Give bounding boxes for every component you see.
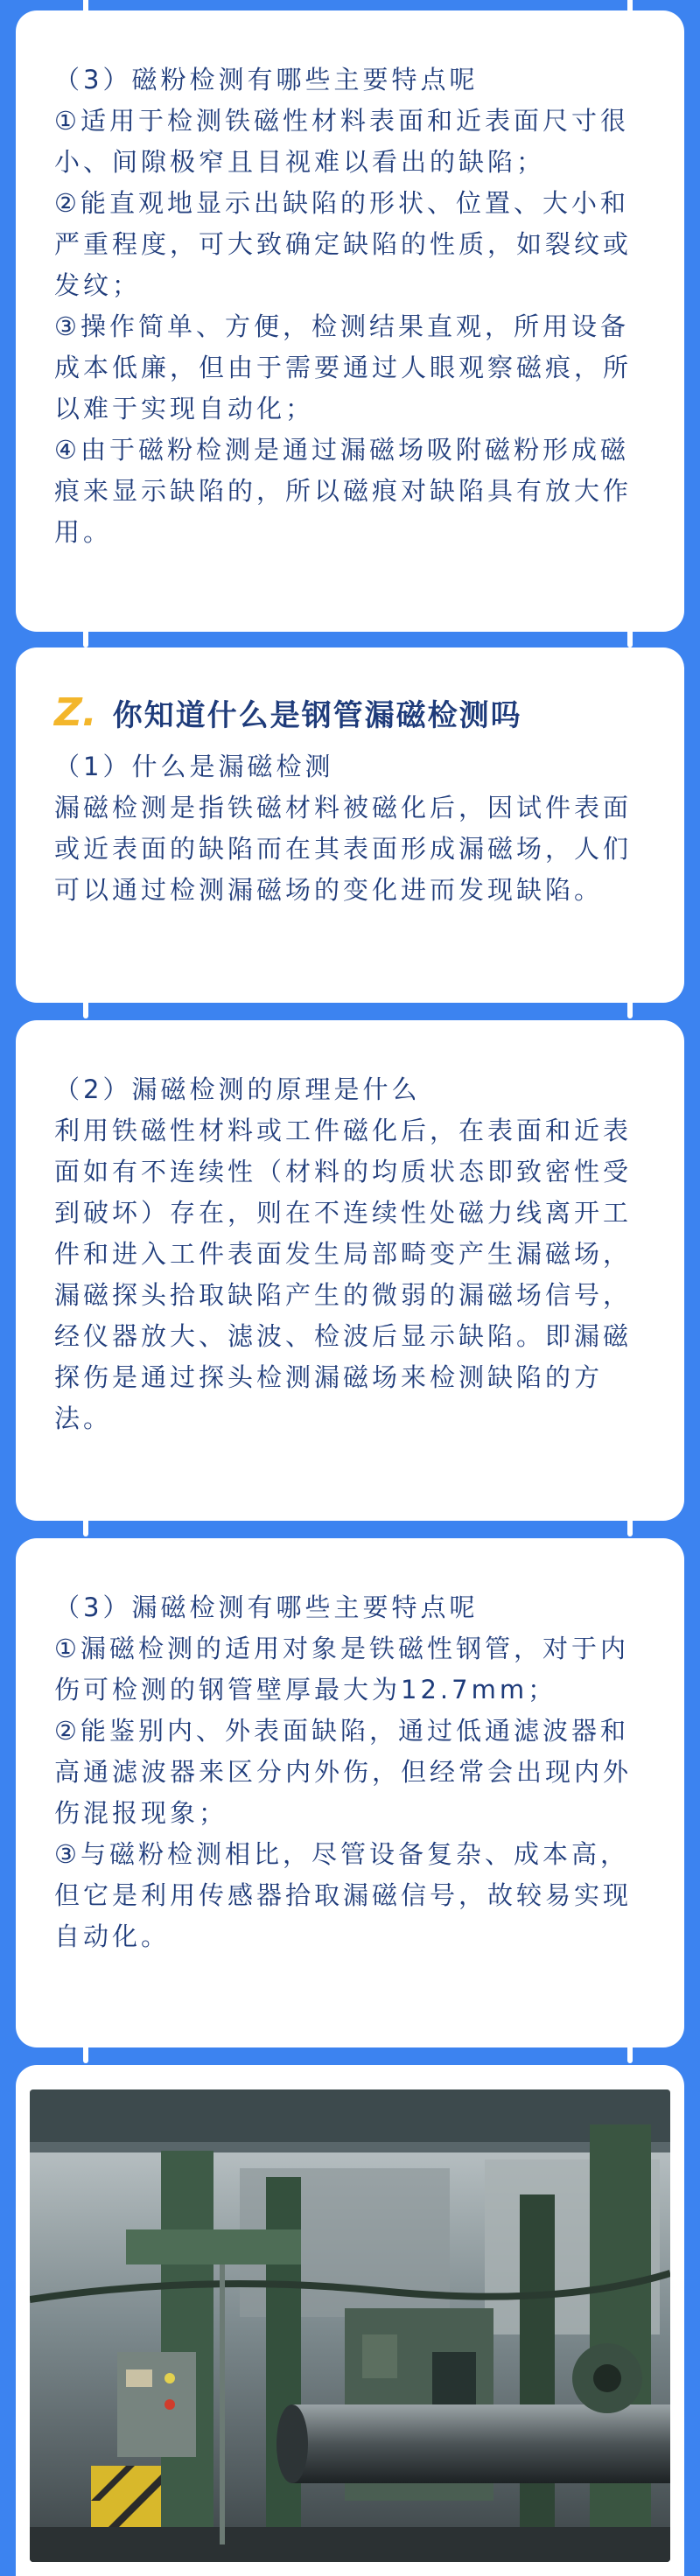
- factory-photo: [30, 2090, 670, 2562]
- section-title-row: [54, 691, 653, 734]
- factory-machinery-image: [30, 2090, 670, 2562]
- feature-item: ③与磁粉检测相比，尽管设备复杂、成本高，但它是利用传感器拾取漏磁信号，故较易实现自动化。: [54, 1839, 633, 1951]
- section-heading: （3）磁粉检测有哪些主要特点呢: [54, 65, 479, 94]
- z-icon: Z.: [54, 690, 97, 735]
- card-photo: [16, 2065, 684, 2576]
- feature-item: ②能鉴别内、外表面缺陷，通过低通滤波器和高通滤波器来区分内外伤，但经常会出现内外伤混报现象；: [54, 1716, 633, 1828]
- section-title: 你知道什么是钢管漏磁检测吗: [112, 698, 522, 733]
- feature-item: ①漏磁检测的适用对象是铁磁性钢管，对于内伤可检测的钢管壁厚最大为12.7mm；: [54, 1634, 629, 1704]
- feature-item: ②能直观地显示出缺陷的形状、位置、大小和严重程度，可大致确定缺陷的性质，如裂纹或发纹；: [54, 188, 633, 300]
- binder-left: [83, 2028, 88, 2063]
- feature-item: ④由于磁粉检测是通过漏磁场吸附磁粉形成磁痕来显示缺陷的，所以磁痕对缺陷具有放大作用。: [54, 435, 633, 547]
- binder-left: [83, 1502, 88, 1536]
- paragraph: 利用铁磁性材料或工件磁化后，在表面和近表面如有不连续性（材料的均质状态即致密性受到破坏）存在，则在不连续性处磁力线离开工件和进入工件表面发生局部畸变产生漏磁场，漏磁探头拾取缺陷产生的微弱的漏磁场信号，经仪器放大、滤波、检波后显示缺陷。即漏磁探伤是通过探头检测漏磁场来检测缺陷的方法。: [54, 1116, 633, 1433]
- section-heading: （2）漏磁检测的原理是什么: [54, 1074, 421, 1104]
- section-heading: （1）什么是漏磁检测: [54, 752, 334, 781]
- feature-item: ③操作简单、方便，检测结果直观，所用设备成本低廉，但由于需要通过人眼观察磁痕，所以难于实现自动化；: [54, 312, 633, 424]
- section-heading: （3）漏磁检测有哪些主要特点呢: [54, 1592, 479, 1622]
- card-mfl-principle: [16, 1020, 684, 1521]
- paragraph: 漏磁检测是指铁磁材料被磁化后，因试件表面或近表面的缺陷而在其表面形成漏磁场，人们可以通过检测漏磁场的变化进而发现缺陷。: [54, 793, 633, 905]
- binder-left: [83, 612, 88, 648]
- binder-right: [627, 2028, 633, 2063]
- card-magnetic-particle-features: [16, 10, 684, 632]
- card-what-is-mfl: [16, 648, 684, 1003]
- card-mfl-features: [16, 1538, 684, 2048]
- feature-item: ①适用于检测铁磁性材料表面和近表面尺寸很小、间隙极窄且目视难以看出的缺陷；: [54, 106, 629, 177]
- binder-right: [627, 612, 633, 648]
- binder-right: [627, 1502, 633, 1536]
- binder-left: [83, 984, 88, 1018]
- binder-right: [627, 984, 633, 1018]
